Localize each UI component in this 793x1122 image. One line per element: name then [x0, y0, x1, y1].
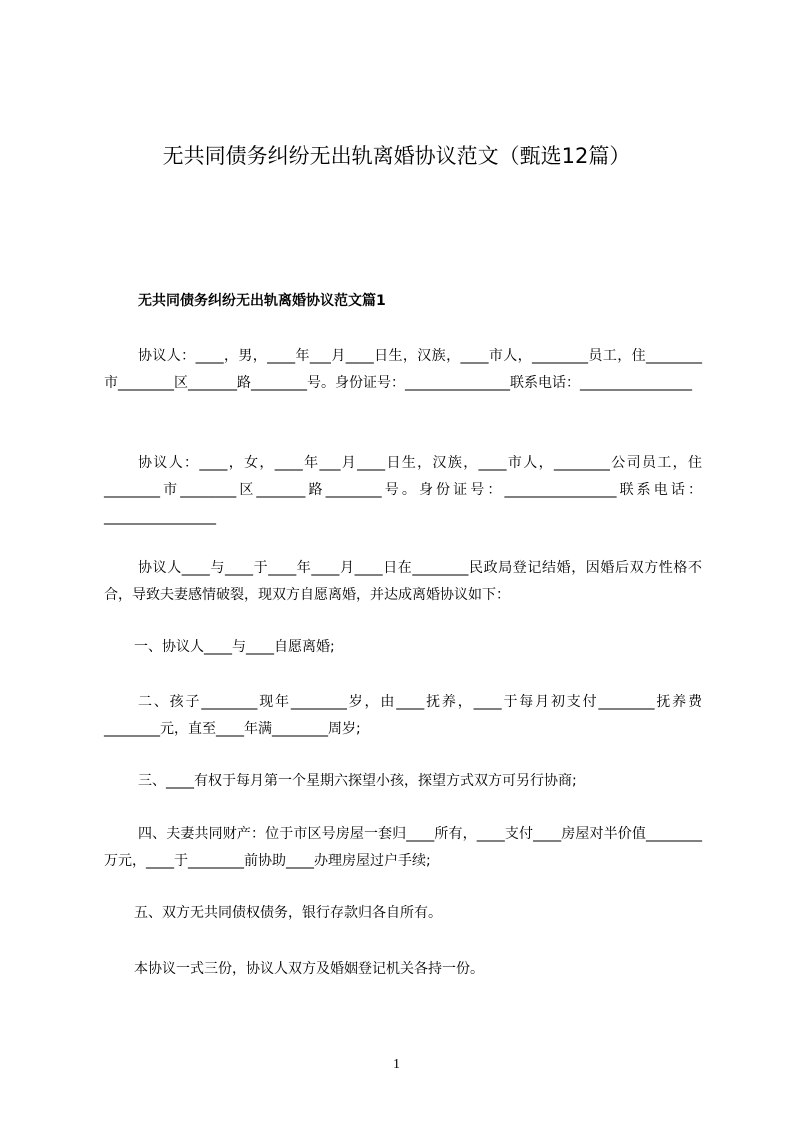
clause-three-paragraph: 三、____有权于每月第一个星期六探望小孩，探望方式双方可另行协商; [138, 773, 577, 789]
clause-four-paragraph: 四、夫妻共同财产：位于市区号房屋一套归____所有，____支付____房屋对半价值________万元，____于________前协助____办理房屋过户手续; [104, 826, 702, 869]
clause-five-paragraph: 五、双方无共同债权债务，银行存款归各自所有。 [134, 905, 442, 921]
document-title: 无共同债务纠纷无出轨离婚协议范文（甄选12篇） [162, 144, 631, 168]
clause-two-paragraph: 二、孩子________现年________岁，由____抚养，____于每月初支付________抚养费________元，直至____年满________周岁; [104, 694, 702, 737]
marriage-background-paragraph: 协议人____与____于____年____月____日在________民政局登记结婚，因婚后双方性格不合，导致夫妻感情破裂，现双方自愿离婚，并达成离婚协议如下： [104, 560, 702, 603]
party-one-paragraph: 协议人：____，男，____年___月____日生，汉族，____市人，________员工，住________市________区_______路________号。身份证号：_______________联系电话：________________ [104, 348, 702, 391]
copies-paragraph: 本协议一式三份，协议人双方及婚姻登记机关各持一份。 [134, 961, 484, 977]
page-number: 1 [393, 1057, 400, 1072]
section-heading: 无共同债务纠纷无出轨离婚协议范文篇1 [138, 293, 386, 309]
clause-one-paragraph: 一、协议人____与____自愿离婚; [134, 639, 335, 655]
party-two-paragraph: 协议人：____，女，____年___月____日生，汉族，____市人，________公司员工，住________市________区_______路________号。身份证号：________________联系电话：________________ [104, 455, 702, 525]
